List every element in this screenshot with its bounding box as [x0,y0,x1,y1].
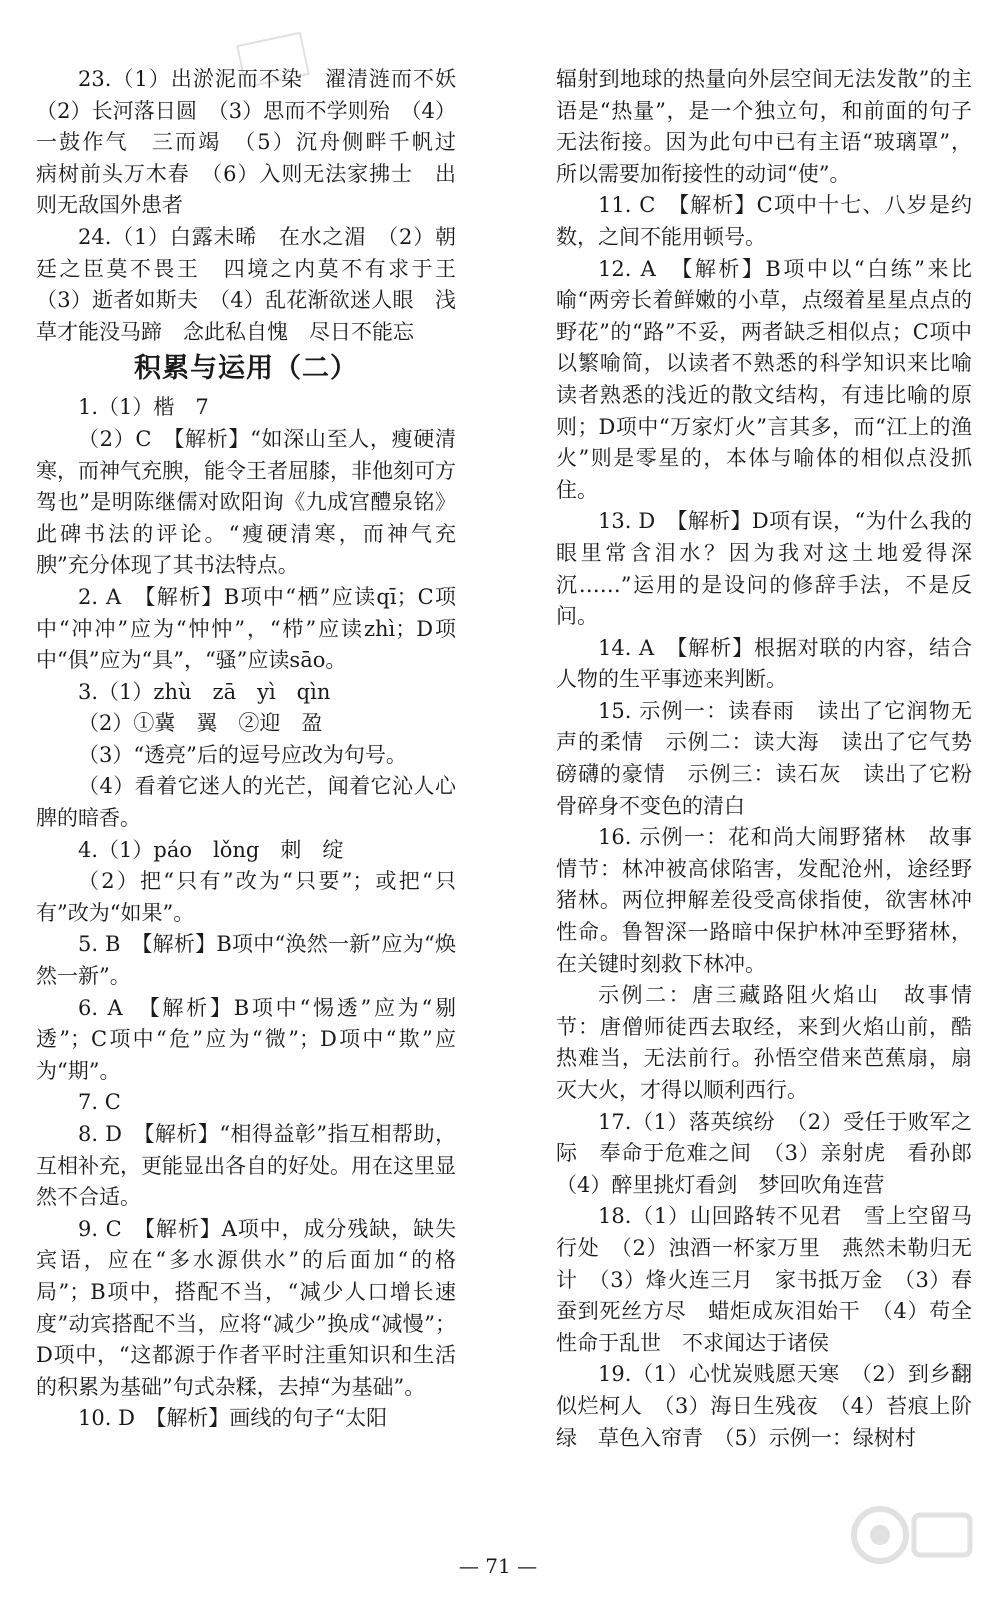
answer-paragraph: 4.（1）páo lǒng 刺 绽 [78,837,344,862]
answer-paragraph: （4）看着它迷人的光芒，闻着它沁人心脾的暗香。 [36,774,456,831]
answer-paragraph: 7. C [78,1090,121,1115]
answer-paragraph: 15. 示例一：读春雨 读出了它润物无声的柔情 示例二：读大海 读出了它气势磅礴的豪情 示例三：读石灰 读出了它粉骨碎身不变色的清白 [556,698,972,818]
answer-paragraph: （2）①冀 翼 ②迎 盈 [78,711,323,736]
section-title: 积累与运用（二） [134,353,358,385]
answer-paragraph: 23.（1）出淤泥而不染 濯清涟而不妖 （2）长河落日圆 （3）思而不学则殆 （4）一鼓作气 三而竭 （5）沉舟侧畔千帆过 病树前头万木春 （6）入则无法家拂士 出则无敌国外患者 [36,67,477,218]
answer-paragraph: 19.（1）心忧炭贱愿天寒 （2）到乡翻似烂柯人 （3）海日生残夜 （4）苔痕上阶绿 草色入帘青 （5）示例一：绿树村 [556,1362,972,1450]
answer-paragraph: 12. A 【解析】B项中以“白练”来比喻“两旁长着鲜嫩的小草，点缀着星星点点的野花”的“路”不妥，两者缺乏相似点；C项中以繁喻简，以读者不熟悉的科学知识来比喻读者熟悉的浅近的散文结构，有违比喻的原则；D项中“万家灯火”言其多，而“江上的渔火”则是零星的，本体与喻体的相似点没抓住。 [556,256,972,502]
answer-paragraph: 5. B 【解析】B项中“涣然一新”应为“焕然一新”。 [36,932,456,989]
answer-paragraph: 6. A 【解析】B项中“惕透”应为“剔透”；C项中“危”应为“微”；D项中“欺”应为“期”。 [36,995,456,1083]
answer-paragraph: 18.（1）山回路转不见君 雪上空留马行处 （2）浊酒一杯家万里 燕然未勒归无计 （3）烽火连三月 家书抵万金 （3）春蚕到死丝方尽 蜡炬成灰泪始干 （4）苟全性命于乱世 不求闻达于诸侯 [556,1204,972,1355]
answer-paragraph: 16. 示例一：花和尚大闹野猪林 故事情节：林冲被高俅陷害，发配沧州，途经野猪林。两位押解差役受高俅指使，欲害林冲性命。鲁智深一路暗中保护林冲至野猪林，在关键时刻救下林冲。 [556,825,972,976]
answer-paragraph: 辐射到地球的热量向外层空间无法发散”的主语是“热量”，是一个独立句，和前面的句子无法衔接。因为此句中已有主语“玻璃罩”，所以需要加衔接性的动词“使”。 [556,67,972,186]
answer-paragraph: （3）“透亮”后的逗号应改为句号。 [78,742,407,767]
page-number: — 71 — [458,1554,538,1578]
answer-paragraph: 9. C 【解析】A项中，成分残缺，缺失宾语，应在“多水源供水”的后面加“的格局”；B项中，搭配不当，“减少人口增长速度”动宾搭配不当，应将“减少”换成“减慢”；D项中，“这都源于作者平时注重知识和生活的积累为基础”句式杂糅，去掉“为基础”。 [36,1216,456,1399]
right-column [556,64,993,1454]
answer-paragraph: 1.（1）楷 7 [78,395,209,420]
watermark-logo [840,1495,980,1585]
left-column [36,64,477,1435]
answer-paragraph: 8. D 【解析】“相得益彰”指互相帮助，互相补充，更能显出各自的好处。用在这里显然不合适。 [36,1122,456,1210]
answer-paragraph: 3.（1）zhù zā yì qìn [78,679,331,704]
answer-paragraph: （2）C 【解析】“如深山至人，瘦硬清寒，而神气充腴，能令王者屈膝，非他刻可方驾也”是明陈继儒对欧阳询《九成宫醴泉铭》此碑书法的评论。“瘦硬清寒，而神气充腴”充分体现了其书法特点。 [36,426,456,578]
answer-paragraph: 24.（1）白露未晞 在水之湄 （2）朝廷之臣莫不畏王 四境之内莫不有求于王 （3）逝者如斯夫 （4）乱花渐欲迷人眼 浅草才能没马蹄 念此私自愧 尽日不能忘 [36,224,477,344]
answer-paragraph: 示例二：唐三藏路阻火焰山 故事情节：唐僧师徒西去取经，来到火焰山前，酷热难当，无法前行。孙悟空借来芭蕉扇，扇灭大火，才得以顺利西行。 [556,983,972,1102]
answer-paragraph: 10. D 【解析】画线的句子“太阳 [78,1406,388,1431]
answer-paragraph: 11. C 【解析】C项中十七、八岁是约数，之间不能用顿号。 [556,193,972,249]
answer-paragraph: 13. D 【解析】D项有误，“为什么我的眼里常含泪水？因为我对这土地爱得深沉……”运用的是设问的修辞手法，不是反问。 [556,509,972,629]
answer-paragraph: 2. A 【解析】B项中“栖”应读qī；C项中“冲冲”应为“忡忡”，“栉”应读zhì；D项中“俱”应为“具”，“骚”应读sāo。 [36,584,456,673]
answer-paragraph: 17.（1）落英缤纷 （2）受任于败军之际 奉命于危难之间 （3）亲射虎 看孙郎 （4）醉里挑灯看剑 梦回吹角连营 [556,1109,993,1197]
answer-paragraph: 14. A 【解析】根据对联的内容，结合人物的生平事迹来判断。 [556,635,972,692]
answer-paragraph: （2）把“只有”改为“只要”；或把“只有”改为“如果”。 [36,869,456,925]
